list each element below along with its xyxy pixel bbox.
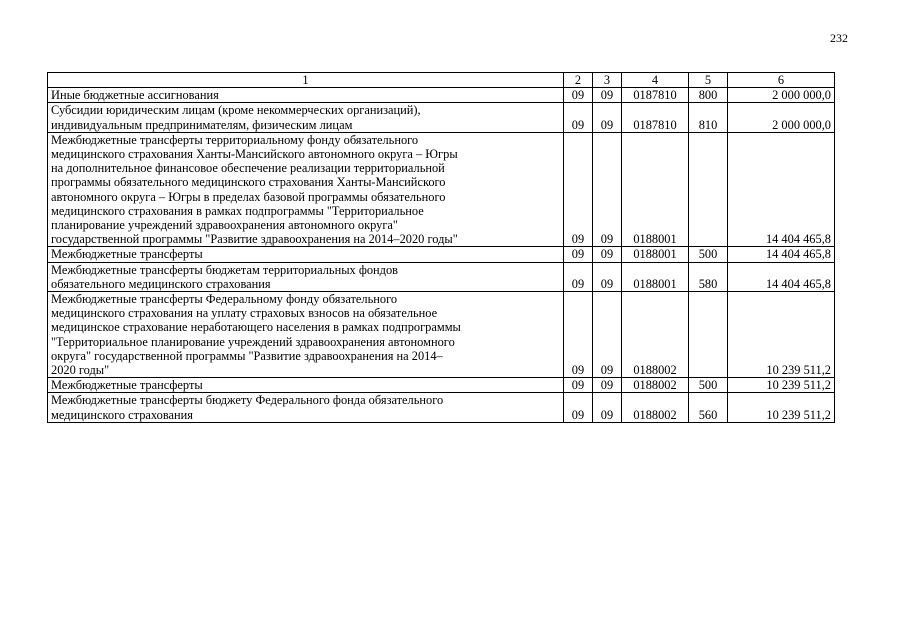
row-vr: 500	[689, 247, 728, 262]
row-pr: 09	[593, 103, 622, 132]
row-name: Межбюджетные трансферты	[48, 378, 564, 393]
row-vr	[689, 292, 728, 378]
table-row	[48, 247, 835, 262]
row-rz: 09	[564, 393, 593, 422]
row-rz: 09	[564, 292, 593, 378]
row-sum: 10 239 511,2	[728, 378, 835, 393]
row-csr: 0187810	[622, 88, 689, 103]
row-pr: 09	[593, 292, 622, 378]
column-header-pr: 3	[593, 73, 622, 88]
budget-table	[47, 72, 835, 423]
page-number: 232	[830, 31, 848, 45]
row-csr: 0188001	[622, 132, 689, 247]
table-row	[48, 292, 835, 378]
row-csr: 0187810	[622, 103, 689, 132]
column-header-csr: 4	[622, 73, 689, 88]
column-header-sum: 6	[728, 73, 835, 88]
row-vr: 810	[689, 103, 728, 132]
row-csr: 0188001	[622, 247, 689, 262]
row-pr: 09	[593, 132, 622, 247]
table-row	[48, 393, 835, 422]
table-row	[48, 103, 835, 132]
row-pr: 09	[593, 88, 622, 103]
row-pr: 09	[593, 247, 622, 262]
row-name: Иные бюджетные ассигнования	[48, 88, 564, 103]
row-name: Субсидии юридическим лицам (кроме некоммерческих организаций), индивидуальным предпринимателям, физическим лицам	[48, 103, 564, 132]
row-pr: 09	[593, 378, 622, 393]
table-row	[48, 132, 835, 247]
row-name: Межбюджетные трансферты	[48, 247, 564, 262]
row-rz: 09	[564, 378, 593, 393]
row-name: Межбюджетные трансферты Федеральному фонду обязательного медицинского страхования на уплату страховых взносов на обязательное медицинское страхование неработающего населения в рамках подпрограммы "Территориальное планирование учреждений здравоохранения автономного округа" государственной программы "Развитие здравоохранения на 2014– 2020 годы"	[48, 292, 564, 378]
row-sum: 2 000 000,0	[728, 88, 835, 103]
row-vr: 800	[689, 88, 728, 103]
row-sum: 2 000 000,0	[728, 103, 835, 132]
table-row	[48, 262, 835, 291]
row-rz: 09	[564, 247, 593, 262]
row-pr: 09	[593, 393, 622, 422]
row-name: Межбюджетные трансферты бюджету Федерального фонда обязательного медицинского страхования	[48, 393, 564, 422]
row-csr: 0188001	[622, 262, 689, 291]
row-rz: 09	[564, 103, 593, 132]
row-name: Межбюджетные трансферты бюджетам территориальных фондов обязательного медицинского страхования	[48, 262, 564, 291]
row-vr: 500	[689, 378, 728, 393]
header-row	[48, 73, 835, 88]
column-header-name: 1	[48, 73, 564, 88]
row-csr: 0188002	[622, 378, 689, 393]
row-sum: 10 239 511,2	[728, 292, 835, 378]
table-row	[48, 378, 835, 393]
row-sum: 14 404 465,8	[728, 247, 835, 262]
row-rz: 09	[564, 262, 593, 291]
row-vr: 560	[689, 393, 728, 422]
row-name: Межбюджетные трансферты территориальному фонду обязательного медицинского страхования Ханты-Мансийского автономного округа – Югры на дополнительное финансовое обеспечение реализации территориальной программы обязательного медицинского страхования Ханты-Мансийского автономного округа – Югры в пределах базовой программы обязательного медицинского страхования в рамках подпрограммы "Территориальное планирование учреждений здравоохранения автономного округа" государственной программы "Развитие здравоохранения на 2014–2020 годы"	[48, 132, 564, 247]
row-csr: 0188002	[622, 292, 689, 378]
row-vr: 580	[689, 262, 728, 291]
row-pr: 09	[593, 262, 622, 291]
column-header-rz: 2	[564, 73, 593, 88]
row-sum: 14 404 465,8	[728, 132, 835, 247]
row-rz: 09	[564, 88, 593, 103]
row-rz: 09	[564, 132, 593, 247]
row-vr	[689, 132, 728, 247]
column-header-vr: 5	[689, 73, 728, 88]
row-sum: 14 404 465,8	[728, 262, 835, 291]
row-csr: 0188002	[622, 393, 689, 422]
row-sum: 10 239 511,2	[728, 393, 835, 422]
table-row	[48, 88, 835, 103]
